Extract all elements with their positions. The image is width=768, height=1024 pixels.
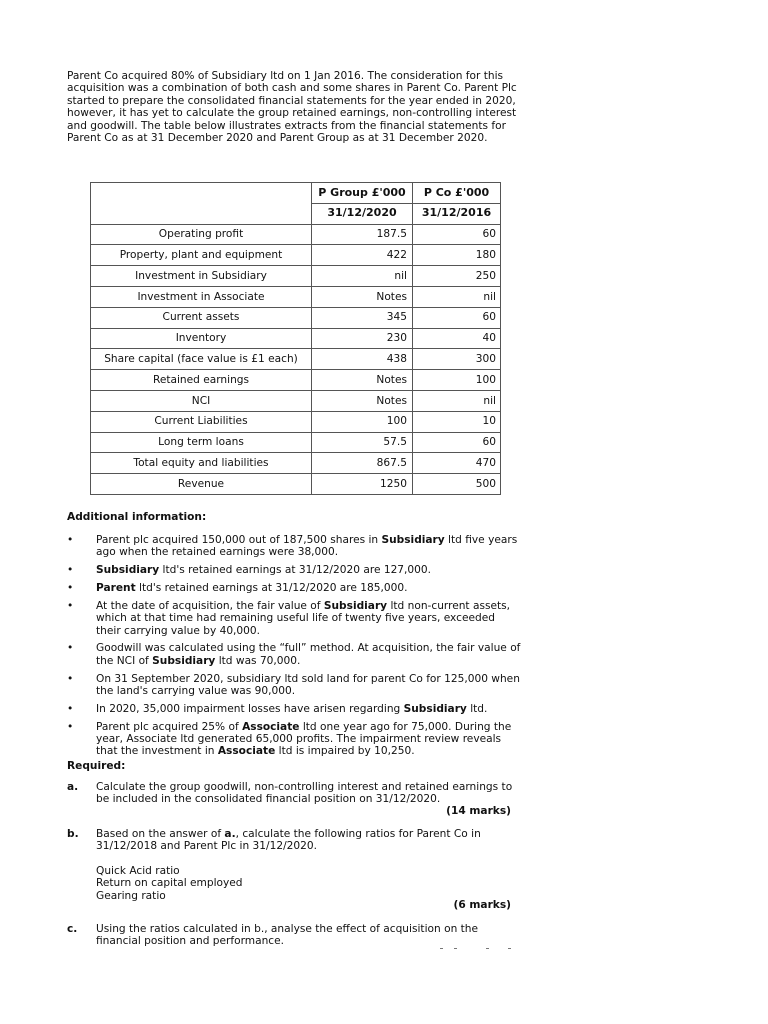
- p-co-value: nil: [413, 390, 501, 411]
- row-label: Retained earnings: [91, 370, 312, 391]
- row-label: Investment in Subsidiary: [91, 266, 312, 287]
- p-co-value: 300: [413, 349, 501, 370]
- p-co-value: 250: [413, 266, 501, 287]
- p-group-value: 867.5: [312, 453, 413, 474]
- p-co-value: 180: [413, 245, 501, 266]
- requirement-a-marks: (14 marks): [446, 805, 511, 817]
- p-group-value: 438: [312, 349, 413, 370]
- requirement-c-marker: c.: [67, 923, 78, 935]
- ratio-item: Quick Acid ratio: [96, 864, 180, 877]
- intro-paragraph: Parent Co acquired 80% of Subsidiary ltd on 1 Jan 2016. The consideration for this acquisition was a combination of both cash and some shares in Parent Co. Parent Plc started to prepare the consolidated financial statements for the year ended in 2020, however, it has yet to calculate the group retained earnings, non-controlling interest and goodwill. The table below illustrates extracts from the financial statements for Parent Co as at 31 December 2020 and Parent Group as at 31 December 2020.: [67, 70, 517, 145]
- info-item: • Subsidiary ltd's retained earnings at 31/12/2020 are 127,000.: [67, 564, 522, 576]
- info-item: • Parent plc acquired 150,000 out of 187,500 shares in Subsidiary ltd five years ago when the retained earnings were 38,000.: [67, 534, 522, 559]
- p-co-value: 60: [413, 307, 501, 328]
- table-row: [91, 349, 501, 370]
- row-label: Operating profit: [91, 224, 312, 245]
- row-label: Long term loans: [91, 432, 312, 453]
- table-row: [91, 266, 501, 287]
- header-p-co: P Co £'000: [413, 183, 501, 204]
- p-group-value: 345: [312, 307, 413, 328]
- table-row: [91, 328, 501, 349]
- p-group-value: 187.5: [312, 224, 413, 245]
- p-group-value: Notes: [312, 370, 413, 391]
- ratio-item: Gearing ratio: [96, 889, 166, 902]
- row-label: Investment in Associate: [91, 286, 312, 307]
- ratio-item: Return on capital employed: [96, 877, 243, 890]
- table-body: [91, 224, 501, 494]
- info-item: • In 2020, 35,000 impairment losses have arisen regarding Subsidiary ltd.: [67, 703, 522, 715]
- requirement-b-marks: (6 marks): [453, 899, 511, 911]
- row-label: Total equity and liabilities: [91, 453, 312, 474]
- table-row: [91, 370, 501, 391]
- row-label: NCI: [91, 390, 312, 411]
- p-group-value: 422: [312, 245, 413, 266]
- info-item: • Parent plc acquired 25% of Associate ltd one year ago for 75,000. During the year, Associate ltd generated 65,000 profits. The impairment review reveals that the investment in Associate ltd is impaired by 10,250.: [67, 721, 522, 758]
- p-co-value: 100: [413, 370, 501, 391]
- p-co-value: 470: [413, 453, 501, 474]
- info-item: • At the date of acquisition, the fair value of Subsidiary ltd non-current assets, which at that time had remaining useful life of twenty five years, exceeded their carrying value by 40,000.: [67, 600, 522, 637]
- requirement-a-text: Calculate the group goodwill, non-controlling interest and retained earnings to be included in the consolidated financial position on 31/12/2020.: [96, 781, 513, 806]
- p-group-value: nil: [312, 266, 413, 287]
- row-label: Share capital (face value is £1 each): [91, 349, 312, 370]
- info-item: • On 31 September 2020, subsidiary ltd sold land for parent Co for 125,000 when the land's carrying value was 90,000.: [67, 673, 522, 698]
- ratio-list: [96, 865, 517, 902]
- table-row: [91, 245, 501, 266]
- table-row: [91, 307, 501, 328]
- p-group-value: 1250: [312, 474, 413, 495]
- p-group-value: Notes: [312, 286, 413, 307]
- financial-statements-table: [90, 182, 501, 495]
- table-row: [91, 474, 501, 495]
- table-row: [91, 453, 501, 474]
- p-group-value: 230: [312, 328, 413, 349]
- requirement-a-marker: a.: [67, 781, 79, 793]
- info-item: • Goodwill was calculated using the “full” method. At acquisition, the fair value of the NCI of Subsidiary ltd was 70,000.: [67, 642, 522, 667]
- row-label: Inventory: [91, 328, 312, 349]
- table-header-row: [91, 183, 501, 204]
- row-label: Revenue: [91, 474, 312, 495]
- requirement-b: [67, 828, 517, 911]
- p-group-value: 57.5: [312, 432, 413, 453]
- info-item: • Parent ltd's retained earnings at 31/12/2020 are 185,000.: [67, 582, 522, 594]
- table-row: [91, 224, 501, 245]
- header-empty-cell: [91, 183, 312, 225]
- additional-info-heading: Additional information:: [67, 511, 207, 523]
- requirement-b-text: Based on the answer of a., calculate the following ratios for Parent Co in 31/12/2018 and Parent Plc in 31/12/2020.: [96, 828, 481, 853]
- header-group-date: 31/12/2020: [312, 203, 413, 224]
- p-group-value: Notes: [312, 390, 413, 411]
- p-co-value: 60: [413, 432, 501, 453]
- p-co-value: nil: [413, 286, 501, 307]
- table-row: [91, 411, 501, 432]
- p-co-value: 10: [413, 411, 501, 432]
- header-p-group: P Group £'000: [312, 183, 413, 204]
- requirement-c: [67, 923, 517, 948]
- table-row: [91, 432, 501, 453]
- table-row: [91, 286, 501, 307]
- p-co-value: 500: [413, 474, 501, 495]
- additional-info-list: [67, 534, 522, 763]
- row-label: Property, plant and equipment: [91, 245, 312, 266]
- requirement-a: [67, 781, 517, 817]
- row-label: Current Liabilities: [91, 411, 312, 432]
- p-co-value: 40: [413, 328, 501, 349]
- required-heading: Required:: [67, 760, 126, 772]
- header-co-date: 31/12/2016: [413, 203, 501, 224]
- row-label: Current assets: [91, 307, 312, 328]
- requirement-c-text: Using the ratios calculated in b., analyse the effect of acquisition on the financial position and performance.: [96, 923, 479, 948]
- cut-off-text-fragment: [440, 948, 512, 950]
- p-group-value: 100: [312, 411, 413, 432]
- table-row: [91, 390, 501, 411]
- requirement-b-marker: b.: [67, 828, 79, 840]
- p-co-value: 60: [413, 224, 501, 245]
